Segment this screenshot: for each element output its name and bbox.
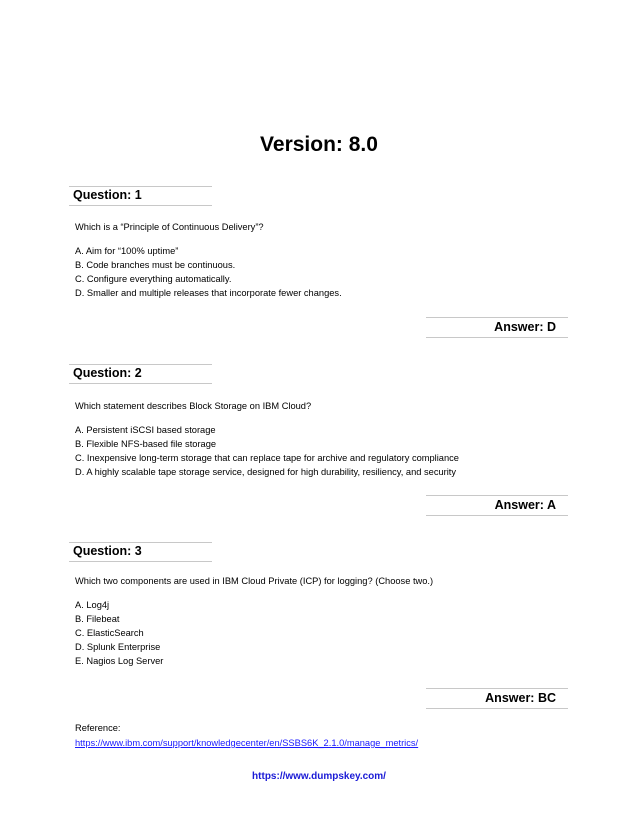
question-3-option-a: A. Log4j [75, 600, 110, 610]
question-1-header [69, 186, 212, 206]
reference-label: Reference: [75, 723, 121, 733]
question-2-option-d: D. A highly scalable tape storage service, designed for high durability, resiliency, and security [75, 467, 457, 477]
question-1-option-d: D. Smaller and multiple releases that incorporate fewer changes. [75, 288, 342, 298]
question-1-stem: Which is a “Principle of Continuous Delivery”? [75, 222, 264, 232]
question-2-option-c: C. Inexpensive long-term storage that can replace tape for archive and regulatory compliance [75, 453, 459, 463]
question-3-option-d: D. Splunk Enterprise [75, 642, 161, 652]
question-3-option-e: E. Nagios Log Server [75, 656, 164, 666]
question-2-body [75, 399, 459, 479]
question-2-answer-label: Answer: A [494, 498, 556, 512]
question-3-header [69, 542, 212, 562]
question-2-header [69, 364, 212, 384]
question-3-stem: Which two components are used in IBM Cloud Private (ICP) for logging? (Choose two.) [75, 576, 434, 586]
question-3-label: Question: 3 [73, 544, 142, 558]
question-2-stem: Which statement describes Block Storage on IBM Cloud? [75, 401, 312, 411]
question-2-option-a: A. Persistent iSCSI based storage [75, 425, 216, 435]
question-2-answer [426, 495, 568, 516]
question-1-answer [426, 317, 568, 338]
question-1-body [75, 220, 342, 300]
question-1-option-c: C. Configure everything automatically. [75, 274, 232, 284]
question-3-body [75, 574, 433, 668]
question-1-option-a: A. Aim for “100% uptime” [75, 246, 179, 256]
question-1-answer-label: Answer: D [494, 320, 556, 334]
question-3-answer-label: Answer: BC [485, 691, 556, 705]
reference-link[interactable]: https://www.ibm.com/support/knowledgecenter/en/SSBS6K_2.1.0/manage_metrics/ [75, 738, 419, 748]
reference-block [75, 721, 418, 751]
question-1-option-b: B. Code branches must be continuous. [75, 260, 236, 270]
question-3-answer [426, 688, 568, 709]
question-1-label: Question: 1 [73, 188, 142, 202]
version-title: Version: 8.0 [260, 133, 378, 156]
question-2-label: Question: 2 [73, 366, 142, 380]
question-3-option-c: C. ElasticSearch [75, 628, 144, 638]
question-3-option-b: B. Filebeat [75, 614, 120, 624]
footer-link[interactable]: https://www.dumpskey.com/ [252, 771, 386, 782]
footer [0, 771, 638, 782]
question-2-option-b: B. Flexible NFS-based file storage [75, 439, 217, 449]
